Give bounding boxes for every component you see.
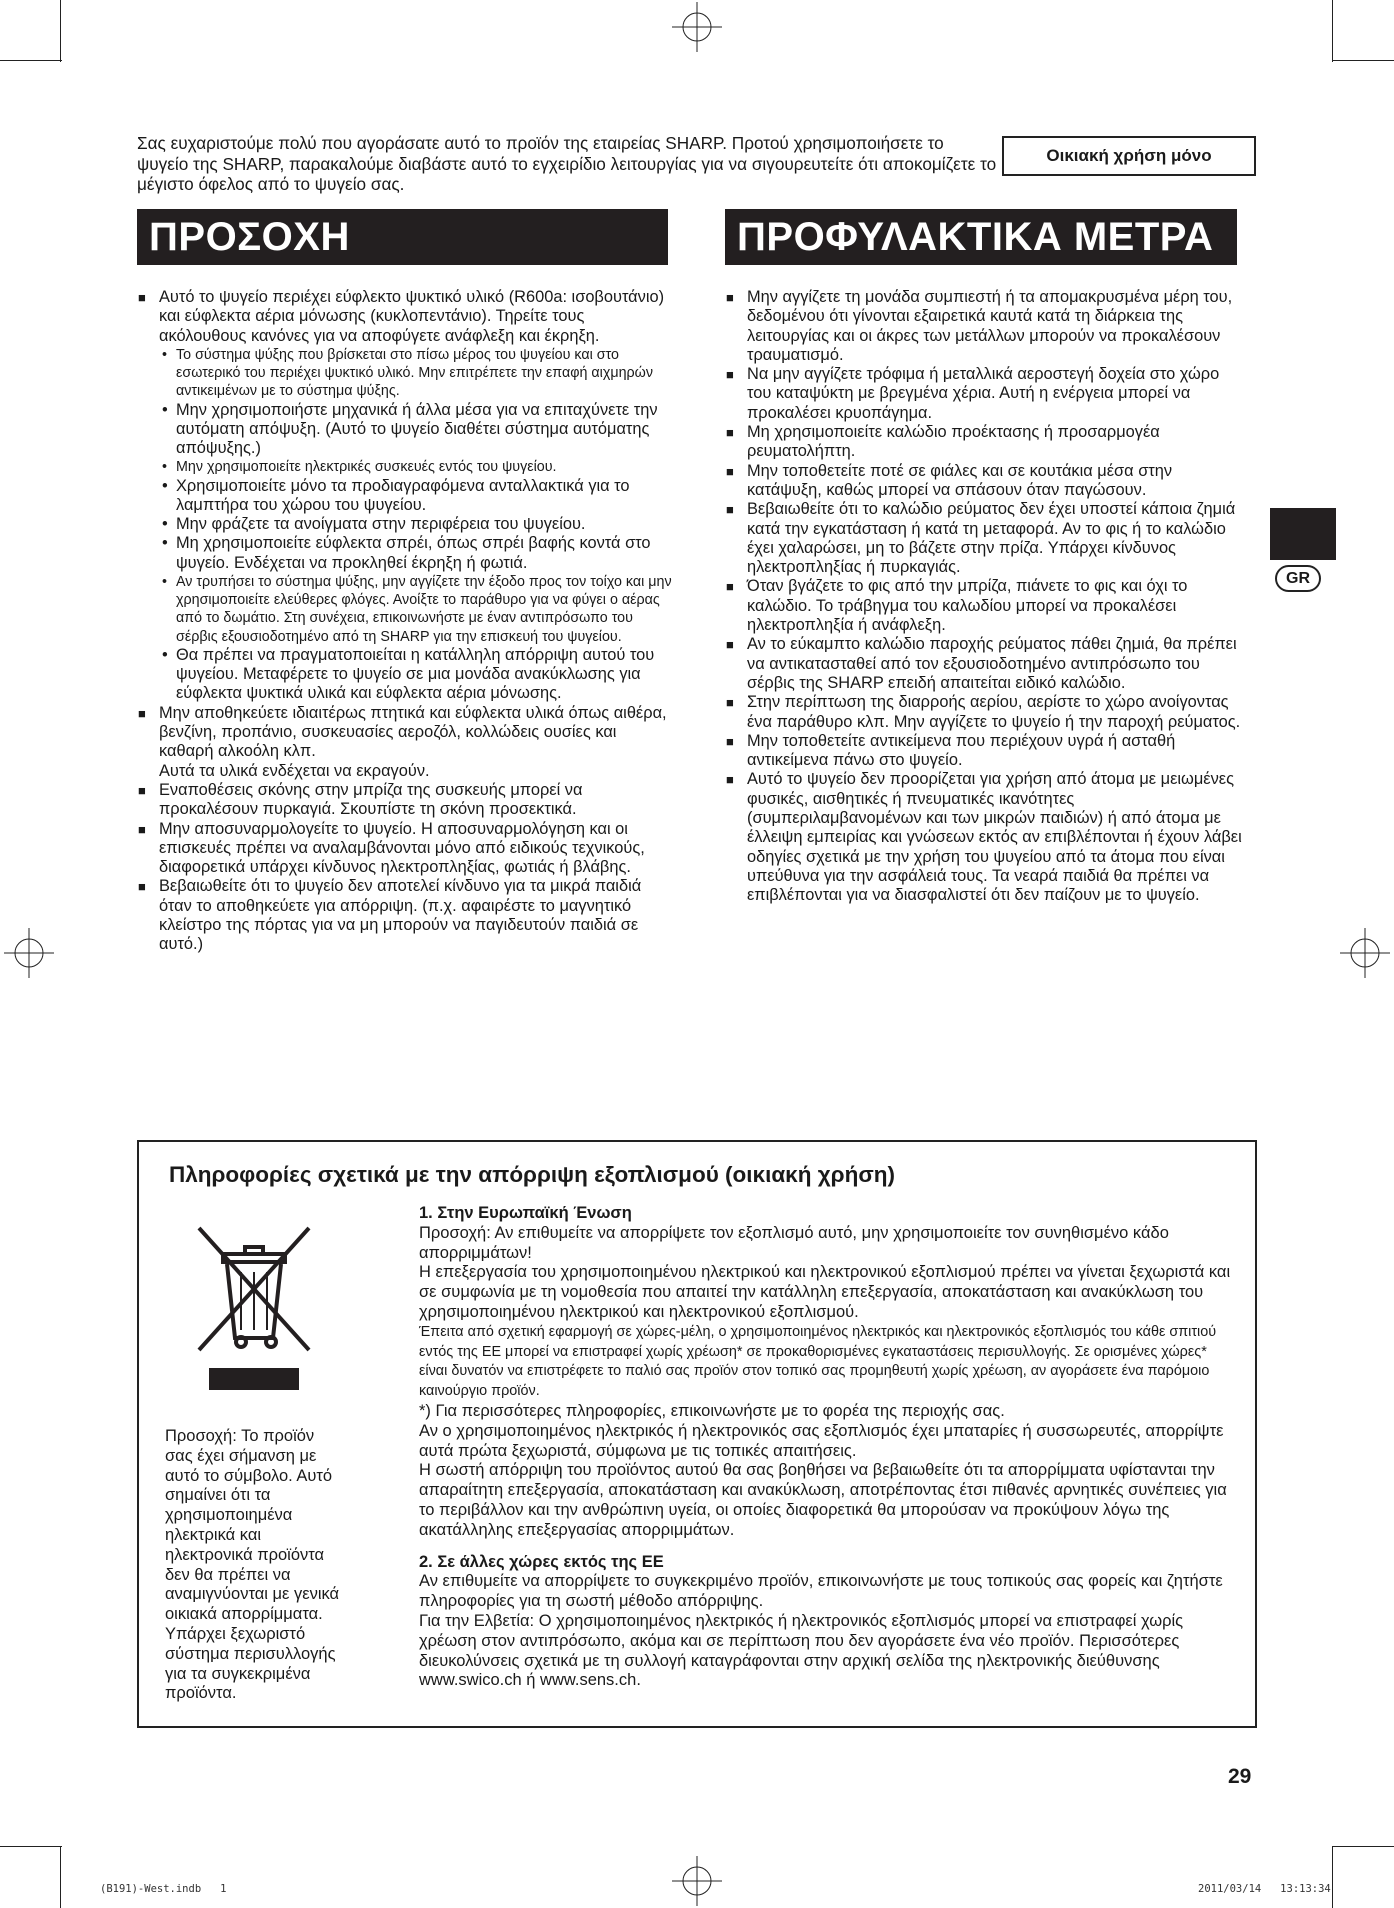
caution-item: ■ Εναποθέσεις σκόνης στην μπρίζα της συσκευής μπορεί να προκαλέσουν πυρκαγιά. Σκουπίστε τη σκόνη προσεκτικά. bbox=[137, 781, 675, 820]
caution-heading: ΠΡΟΣΟΧΗ bbox=[137, 209, 668, 265]
registration-mark-top bbox=[672, 2, 722, 52]
household-use-badge: Οικιακή χρήση μόνο bbox=[1002, 136, 1256, 176]
precaution-item: ■ Να μην αγγίζετε τρόφιμα ή μεταλλικά αεροστεγή δοχεία στο χώρο του καταψύκτη με βρεγμένα χέρια. Αυτή η ενέργεια μπορεί να προκαλέσει κρυοπάγημα. bbox=[725, 365, 1247, 423]
crossed-bin-icon bbox=[179, 1220, 329, 1395]
caution-subitem: • Μην χρησιμοποιείτε ηλεκτρικές συσκευές εντός του ψυγείου. bbox=[159, 458, 675, 476]
precaution-item: ■ Μην αγγίζετε τη μονάδα συμπιεστή ή τα απομακρυσμένα μέρη του, δεδομένου ότι γίνονται εξαιρετικά καυτά κατά τη διάρκεια της λειτουργίας και οι άκρες των μετάλλων μπορούν να προκαλέσουν τραυματισμό. bbox=[725, 288, 1247, 365]
disposal-paragraph: Προσοχή: Αν επιθυμείτε να απορρίψετε τον εξοπλισμό αυτό, μην χρησιμοποιείτε τον συνηθισμένο κάδο απορριμμάτων! bbox=[419, 1223, 1169, 1262]
caution-item: ■ Αυτό το ψυγείο περιέχει εύφλεκτο ψυκτικό υλικό (R600a: ισοβουτάνιο) και εύφλεκτα αέρια μόνωσης (κυκλοπεντάνιο). Τηρείτε τους ακόλουθους κανόνες για να αποφύγετε ανάφλεξη και έκρηξη. • Το σύστημα ψύξης που βρίσκεται στο πίσω μέρος του ψυγείου και στο εσωτερικό του περιέχει ψυκτικό υλικό. Μην επιτρέπετε την επαφή αιχμηρών αντικειμένων με το σύστημα ψύξης. • Μην χρησιμοποιήστε μηχανικά ή άλλα μέσα για να επιταχύνετε την αυτόματη απόψυξη. (Αυτό το ψυγείο διαθέτει σύστημα αυτόματης απόψυξης.) • Μην χρησιμοποιείτε ηλεκτρικές συσκευές εντός του ψυγείου. • Χρησιμοποιείτε μόνο τα προδιαγραφόμενα ανταλλακτικά για το λαμπτήρα του χώρου του ψυγείου. • Μην φράζετε τα ανοίγματα στην περιφέρεια του ψυγείου. • Μη χρησιμοποιείτε εύφλεκτα σπρέι, όπως σπρέι βαφής κοντά στο ψυγείο. Ενδέχεται να προκληθεί έκρηξη ή φωτιά. • Αν τρυπήσει το σύστημα ψύξης, μην αγγίζετε την έξοδο προς τον τοίχο και μην χρησιμοποιείτε ελεύθερες φλόγες. Ανοίξτε το παράθυρο για να φύγει ο αέρας από το δωμάτιο. Στη συνέχεια, επικοινωνήστε με έναν αντιπρόσωπο του σέρβις εξουσιοδοτημένο από τη SHARP για την επισκευή του ψυγείου. • Θα πρέπει να πραγματοποιείται η κατάλληλη απόρριψη αυτού του ψυγείου. Μεταφέρετε το ψυγείο σε μια μονάδα ανακύκλωσης για εύφλεκτα ψυκτικά υλικά και εύφλεκτα αέρια μόνωσης. bbox=[137, 288, 675, 704]
caution-subitem: • Το σύστημα ψύξης που βρίσκεται στο πίσω μέρος του ψυγείου και στο εσωτερικό του περιέχει ψυκτικό υλικό. Μην επιτρέπετε την επαφή αιχμηρών αντικειμένων με το σύστημα ψύξης. bbox=[159, 346, 675, 401]
caution-subitem: • Θα πρέπει να πραγματοποιείται η κατάλληλη απόρριψη αυτού του ψυγείου. Μεταφέρετε το ψυγείο σε μια μονάδα ανακύκλωσης για εύφλεκτα ψυκτικά υλικά και εύφλεκτα αέρια μόνωσης. bbox=[159, 646, 675, 704]
registration-mark-right bbox=[1340, 928, 1390, 978]
caution-subitem: • Μην φράζετε τα ανοίγματα στην περιφέρεια του ψυγείου. bbox=[159, 515, 675, 534]
precaution-item: ■ Στην περίπτωση της διαρροής αερίου, αερίστε το χώρο ανοίγοντας ένα παράθυρο κλπ. Μην αγγίζετε το ψυγείο ή την παροχή ρεύματος. bbox=[725, 693, 1247, 732]
disposal-paragraph: Για την Ελβετία: Ο χρησιμοποιημένος ηλεκτρικός ή ηλεκτρονικός εξοπλισμός μπορεί να επιστραφεί χωρίς χρέωση στον αντιπρόσωπο, ακόμα και σε περίπτωση που δεν αγοράσετε ένα νέο προϊόν. Περισσότερες διευκολύνσεις σχετικά με τη συλλογή καταγράφονται στην αρχική σελίδα της ηλεκτρονικής διεύθυνσης www.swico.ch ή www.sens.ch. bbox=[419, 1611, 1184, 1690]
precaution-item: ■ Αυτό το ψυγείο δεν προορίζεται για χρήση από άτομα με μειωμένες φυσικές, αισθητικές ή πνευματικές ικανότητες (συμπεριλαμβανομένων και των μικρών παιδιών) ή από άτομα με έλλειψη εμπειρίας και γνώσεων εκτός αν επιβλέπονται ή έχουν λάβει οδηγίες σχετικά με την χρήση του ψυγείου από τα άτομα που είναι υπεύθυνα για την ασφάλειά τους. Τα νεαρά παιδιά θα πρέπει να επιβλέπονται για να διασφαλιστεί ότι δεν παίζουν με το ψυγείο. bbox=[725, 770, 1247, 905]
disposal-info-box bbox=[137, 1140, 1257, 1728]
precaution-item: ■ Μην τοποθετείτε ποτέ σε φιάλες και σε κουτάκια μέσα στην κατάψυξη, καθώς μπορεί να σπάσουν όταν παγώσουν. bbox=[725, 462, 1247, 501]
crop-mark-tl-v bbox=[60, 0, 61, 62]
crop-mark-bl-v bbox=[60, 1846, 61, 1908]
crop-mark-tl-h bbox=[0, 60, 62, 61]
registration-mark-bottom bbox=[672, 1856, 722, 1906]
disposal-title: Πληροφορίες σχετικά με την απόρριψη εξοπλισμού (οικιακή χρήση) bbox=[169, 1162, 895, 1187]
precaution-item: ■ Αν το εύκαμπτο καλώδιο παροχής ρεύματος πάθει ζημιά, θα πρέπει να αντικατασταθεί από τον εξουσιοδοτημένο αντιπρόσωπο του σέρβις της SHARP επειδή απαιτείται ειδικό καλώδιο. bbox=[725, 635, 1247, 693]
precaution-item: ■ Βεβαιωθείτε ότι το καλώδιο ρεύματος δεν έχει υποστεί κάποια ζημιά κατά την εγκατάσταση ή κατά τη μεταφορά. Αν το φις ή το καλώδιο έχει χαλαρώσει, μη το βάζετε στην πρίζα. Υπάρχει κίνδυνος ηλεκτροπληξίας ή πυρκαγιάς. bbox=[725, 500, 1247, 577]
crop-mark-br-h bbox=[1332, 1846, 1394, 1847]
caution-list bbox=[137, 288, 675, 955]
footer-timestamp: 2011/03/14 13:13:34 bbox=[1198, 1883, 1331, 1895]
disposal-paragraph: Η επεξεργασία του χρησιμοποιημένου ηλεκτρικού και ηλεκτρονικού εξοπλισμού πρέπει να γίνεται ξεχωριστά και σε συμφωνία με τη νομοθεσία που απαιτεί την κατάλληλη επεξεργασία, αποκατάσταση και ανακύκλωση του χρησιμοποιημένου ηλεκτρικού και ηλεκτρονικού εξοπλισμού. bbox=[419, 1263, 1231, 1321]
language-tab-block bbox=[1270, 508, 1336, 560]
disposal-paragraph: Έπειτα από σχετική εφαρμογή σε χώρες-μέλη, ο χρησιμοποιημένος ηλεκτρικός και ηλεκτρονικός εξοπλισμός του κάθε σπιτιού εντός της ΕΕ μπορεί να επιστραφεί χωρίς χρέωση* σε προκαθορισμένες εγκαταστάσεις περισυλλογής. Σε ορισμένες χώρες* είναι δυνατόν να επιστρέφετε το παλιό σας προϊόν στον τοπικό σας προμηθευτή χωρίς χρέωση, αν αγοράσετε ένα παρόμοιο καινούργιο προϊόν. bbox=[419, 1323, 1217, 1400]
caution-sublist bbox=[159, 346, 675, 704]
disposal-paragraph: *) Για περισσότερες πληροφορίες, επικοινωνήστε με το φορέα της περιοχής σας. bbox=[419, 1401, 1005, 1420]
precaution-item: ■ Μη χρησιμοποιείτε καλώδιο προέκτασης ή προσαρμογέα ρευματολήπτη. bbox=[725, 423, 1247, 462]
disposal-paragraph: Αν επιθυμείτε να απορρίψετε το συγκεκριμένο προϊόν, επικοινωνήστε με τους τοπικούς σας φορείς και ζητήστε πληροφορίες για τη σωστή μέθοδο απόρριψης. bbox=[419, 1572, 1223, 1611]
crop-mark-tr-h bbox=[1332, 60, 1394, 61]
language-tab-label: GR bbox=[1275, 565, 1321, 592]
caution-item: ■ Μην αποσυναρμολογείτε το ψυγείο. Η αποσυναρμολόγηση και οι επισκευές πρέπει να αναλαμβάνονται μόνο από ειδικούς τεχνικούς, διαφορετικά υπάρχει κίνδυνος ηλεκτροπληξίας, φωτιάς ή βλάβης. bbox=[137, 820, 675, 878]
disposal-paragraph: Αν ο χρησιμοποιημένος ηλεκτρικός ή ηλεκτρονικός σας εξοπλισμός έχει μπαταρίες ή συσσωρευτές, απορρίψτε αυτά πρώτα ξεχωριστά, σύμφωνα με τις τοπικές απαιτήσεις. bbox=[419, 1421, 1224, 1460]
precautions-heading: ΠΡΟΦΥΛΑΚΤΙΚΑ ΜΕΤΡΑ bbox=[725, 209, 1237, 265]
caution-subitem: • Μη χρησιμοποιείτε εύφλεκτα σπρέι, όπως σπρέι βαφής κοντά στο ψυγείο. Ενδέχεται να προκληθεί έκρηξη ή φωτιά. bbox=[159, 534, 675, 573]
footer-file: (B191)-West.indb 1 bbox=[100, 1883, 227, 1895]
precaution-item: ■ Όταν βγάζετε το φις από την μπρίζα, πιάνετε το φις και όχι το καλώδιο. Το τράβηγμα του καλωδίου μπορεί να προκαλέσει ηλεκτροπληξία ή ανάφλεξη. bbox=[725, 577, 1247, 635]
disposal-sidenote: Προσοχή: Το προϊόν σας έχει σήμανση με αυτό το σύμβολο. Αυτό σημαίνει ότι τα χρησιμοποιημένα ηλεκτρικά και ηλεκτρονικά προϊόντα δεν θα πρέπει να αναμιγνύονται με γενικά οικιακά απορρίμματα. Υπάρχει ξεχωριστό σύστημα περισυλλογής για τα συγκεκριμένα προϊόντα. bbox=[165, 1427, 340, 1703]
page-number: 29 bbox=[1228, 1765, 1252, 1788]
disposal-body bbox=[419, 1204, 1239, 1691]
intro-text: Σας ευχαριστούμε πολύ που αγοράσατε αυτό το προϊόν της εταιρείας SHARP. Προτού χρησιμοποιήσετε το ψυγείο της SHARP, παρακαλούμε διαβάστε αυτό το εγχειρίδιο λειτουργίας για να σιγουρευτείτε ότι αποκομίζετε το μέγιστο όφελος από το ψυγείο σας. bbox=[137, 133, 997, 194]
disposal-paragraph: Η σωστή απόρριψη του προϊόντος αυτού θα σας βοηθήσει να βεβαιωθείτε ότι τα απορρίμματα υφίστανται την απαραίτητη επεξεργασία, αποκατάσταση και ανακύκλωση, αποτρέποντας έτσι πιθανές αρνητικές συνέπειες για το περιβάλλον και την ανθρώπινη υγεία, οι οποίες διαφορετικά θα μπορούσαν να προκύψουν λόγω της ακατάλληλης επεξεργασίας απορριμμάτων. bbox=[419, 1461, 1227, 1539]
caution-subitem: • Αν τρυπήσει το σύστημα ψύξης, μην αγγίζετε την έξοδο προς τον τοίχο και μην χρησιμοποιείτε ελεύθερες φλόγες. Ανοίξτε το παράθυρο για να φύγει ο αέρας από το δωμάτιο. Στη συνέχεια, επικοινωνήστε με έναν αντιπρόσωπο του σέρβις εξουσιοδοτημένο από τη SHARP για την επισκευή του ψυγείου. bbox=[159, 573, 675, 646]
registration-mark-left bbox=[4, 928, 54, 978]
crop-mark-tr-v bbox=[1332, 0, 1333, 62]
crop-mark-bl-h bbox=[0, 1846, 62, 1847]
disposal-heading-eu: 1. Στην Ευρωπαϊκή Ένωση bbox=[419, 1204, 632, 1222]
caution-subitem: • Χρησιμοποιείτε μόνο τα προδιαγραφόμενα ανταλλακτικά για το λαμπτήρα του χώρου του ψυγείου. bbox=[159, 477, 675, 516]
caution-subitem: • Μην χρησιμοποιήστε μηχανικά ή άλλα μέσα για να επιταχύνετε την αυτόματη απόψυξη. (Αυτό το ψυγείο διαθέτει σύστημα αυτόματης απόψυξης.) bbox=[159, 401, 675, 459]
precautions-list bbox=[725, 288, 1247, 906]
precaution-item: ■ Μην τοποθετείτε αντικείμενα που περιέχουν υγρά ή ασταθή αντικείμενα πάνω στο ψυγείο. bbox=[725, 732, 1247, 771]
caution-item: ■ Μην αποθηκεύετε ιδιαιτέρως πτητικά και εύφλεκτα υλικά όπως αιθέρα, βενζίνη, προπάνιο, συσκευασίες αεροζόλ, κολλώδεις ουσίες και καθαρή αλκοόλη κλπ. Αυτά τα υλικά ενδέχεται να εκραγούν. bbox=[137, 704, 675, 781]
disposal-heading-other: 2. Σε άλλες χώρες εκτός της ΕΕ bbox=[419, 1552, 664, 1571]
crop-mark-br-v bbox=[1332, 1846, 1333, 1908]
caution-item: ■ Βεβαιωθείτε ότι το ψυγείο δεν αποτελεί κίνδυνο για τα μικρά παιδιά όταν το αποθηκεύετε για απόρριψη. (π.χ. αφαιρέστε το μαγνητικό κλείστρο της πόρτας για να μη μπορούν να παγιδευτούν παιδιά σε αυτό.) bbox=[137, 877, 675, 954]
